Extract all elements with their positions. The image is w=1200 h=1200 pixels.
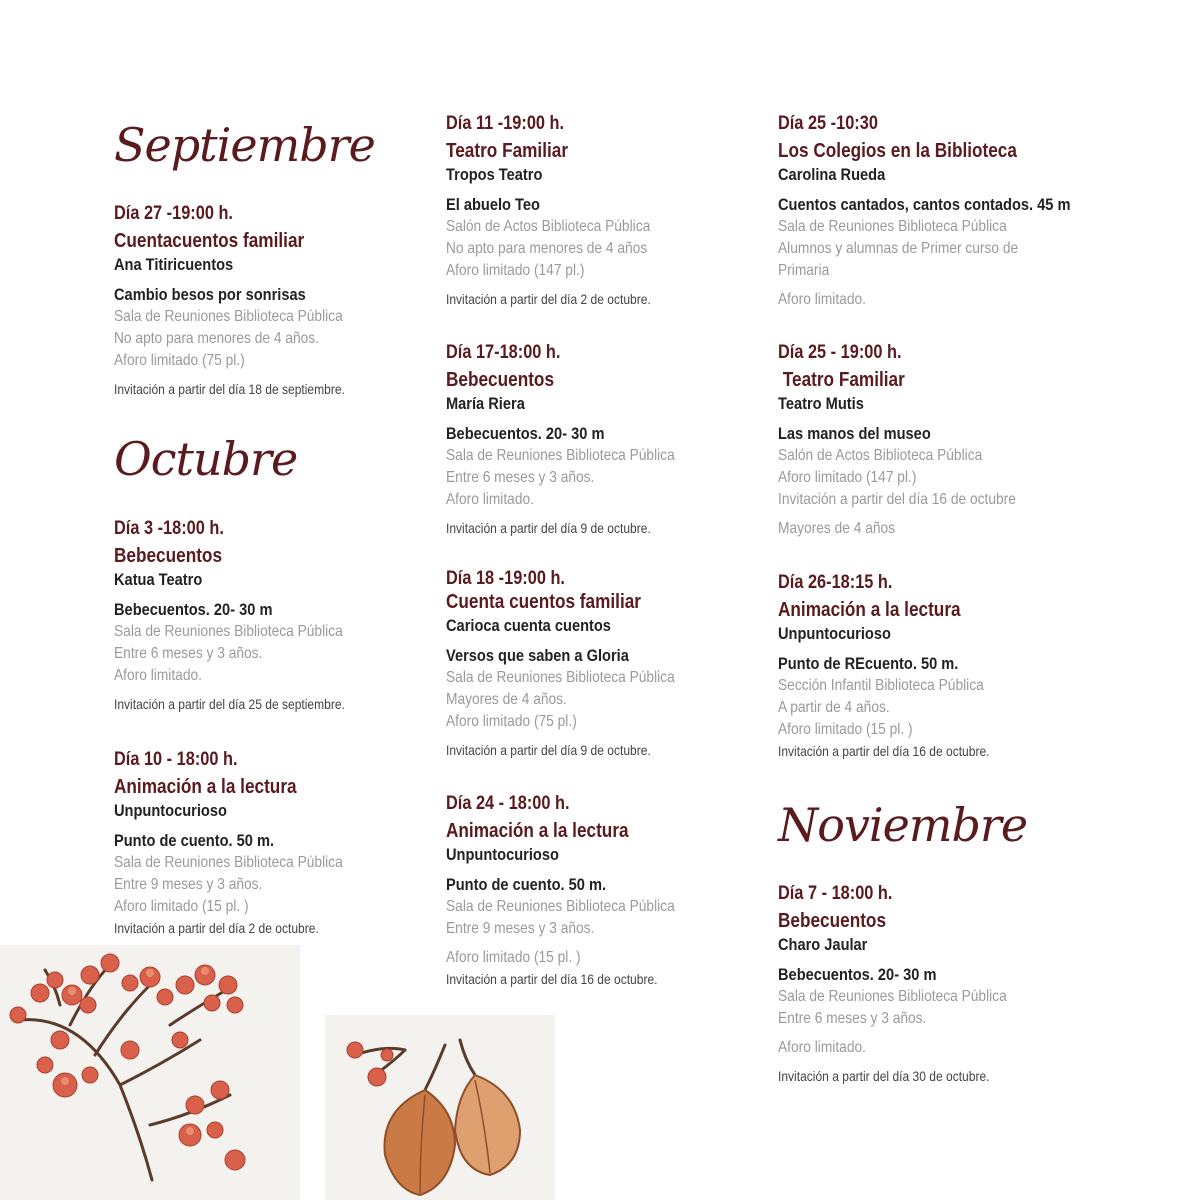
event-performer: Charo Jaular <box>778 935 868 954</box>
event-invitation: Invitación a partir del día 9 de octubre. <box>446 742 651 758</box>
event-detail: Salón de Actos Biblioteca Pública <box>778 447 983 464</box>
event-detail: Aforo limitado (15 pl. ) <box>778 721 913 738</box>
event-show: Punto de REcuento. 50 m. <box>778 654 959 673</box>
event-detail: Invitación a partir del día 16 de octubre <box>778 491 1016 508</box>
event-card <box>446 110 776 309</box>
event-detail: Sala de Reuniones Biblioteca Pública <box>446 898 675 915</box>
month-heading-september: Septiembre <box>114 118 375 172</box>
event-detail: Sala de Reuniones Biblioteca Pública <box>778 988 1007 1005</box>
event-detail: Aforo limitado. <box>778 1039 866 1056</box>
event-date: Día 25 -10:30 <box>778 113 878 134</box>
event-title: Cuentacuentos familiar <box>114 230 305 252</box>
event-card <box>114 746 444 938</box>
event-card <box>446 790 776 989</box>
event-detail: Mayores de 4 años. <box>446 691 567 708</box>
event-card <box>778 110 1108 311</box>
event-show: Cambio besos por sonrisas <box>114 285 306 304</box>
event-card <box>446 565 776 760</box>
event-performer: Ana Titiricuentos <box>114 255 234 274</box>
event-invitation: Invitación a partir del día 16 de octubre. <box>446 971 658 987</box>
event-detail: Aforo limitado. <box>446 491 534 508</box>
event-title: Teatro Familiar <box>446 140 569 162</box>
event-date: Día 26-18:15 h. <box>778 572 893 593</box>
event-detail: A partir de 4 años. <box>778 699 890 716</box>
event-card <box>114 515 444 714</box>
event-invitation: Invitación a partir del día 18 de septiembre. <box>114 381 345 397</box>
event-date: Día 24 - 18:00 h. <box>446 793 570 814</box>
event-date: Día 3 -18:00 h. <box>114 518 224 539</box>
event-detail: Salón de Actos Biblioteca Pública <box>446 218 651 235</box>
event-invitation: Invitación a partir del día 2 de octubre. <box>446 291 651 307</box>
event-detail: Entre 9 meses y 3 años. <box>446 920 595 937</box>
event-detail: Entre 6 meses y 3 años. <box>778 1010 927 1027</box>
event-title: Bebecuentos <box>446 369 555 391</box>
event-invitation: Invitación a partir del día 2 de octubre. <box>114 920 319 936</box>
event-show: Punto de cuento. 50 m. <box>114 831 275 850</box>
event-detail: Aforo limitado. <box>778 291 866 308</box>
event-card <box>778 569 1108 761</box>
event-show: Bebecuentos. 20- 30 m <box>114 600 273 619</box>
event-detail: Sección Infantil Biblioteca Pública <box>778 677 984 694</box>
event-card <box>446 339 776 538</box>
event-card <box>778 339 1108 540</box>
event-show: Bebecuentos. 20- 30 m <box>778 965 937 984</box>
event-title: Los Colegios en la Biblioteca <box>778 140 1017 162</box>
event-date: Día 7 - 18:00 h. <box>778 883 893 904</box>
event-title: Bebecuentos <box>114 545 223 567</box>
event-date: Día 27 -19:00 h. <box>114 203 233 224</box>
event-date: Día 17-18:00 h. <box>446 342 561 363</box>
event-date: Día 18 -19:00 h. <box>446 568 565 589</box>
event-performer: Unpuntocurioso <box>446 845 559 864</box>
event-detail: Alumnos y alumnas de Primer curso de <box>778 240 1019 257</box>
event-title: Teatro Familiar <box>778 369 905 391</box>
event-detail: Aforo limitado (75 pl.) <box>114 352 245 369</box>
event-date: Día 10 - 18:00 h. <box>114 749 238 770</box>
event-detail: Sala de Reuniones Biblioteca Pública <box>446 447 675 464</box>
event-date: Día 11 -19:00 h. <box>446 113 565 134</box>
event-card <box>778 880 1108 1086</box>
event-show: El abuelo Teo <box>446 195 540 214</box>
event-detail: Aforo limitado (15 pl. ) <box>114 898 249 915</box>
event-detail: Entre 9 meses y 3 años. <box>114 876 263 893</box>
event-detail: Entre 6 meses y 3 años. <box>114 645 263 662</box>
event-detail: Entre 6 meses y 3 años. <box>446 469 595 486</box>
event-detail: Primaria <box>778 262 830 279</box>
event-detail: Aforo limitado (147 pl.) <box>778 469 917 486</box>
event-performer: Carioca cuenta cuentos <box>446 616 611 635</box>
event-detail: Aforo limitado (147 pl.) <box>446 262 585 279</box>
event-performer: Unpuntocurioso <box>778 624 891 643</box>
event-performer: Tropos Teatro <box>446 165 543 184</box>
event-date: Día 25 - 19:00 h. <box>778 342 902 363</box>
event-title: Animación a la lectura <box>778 599 961 621</box>
physalis-illustration <box>325 1015 555 1200</box>
event-show: Versos que saben a Gloria <box>446 646 629 665</box>
event-detail: Sala de Reuniones Biblioteca Pública <box>114 623 343 640</box>
month-heading-november: Noviembre <box>778 798 1028 852</box>
event-title: Cuenta cuentos familiar <box>446 591 641 613</box>
event-performer: Teatro Mutis <box>778 394 864 413</box>
month-heading-october: Octubre <box>114 432 298 486</box>
event-show: Las manos del museo <box>778 424 931 443</box>
event-invitation: Invitación a partir del día 9 de octubre. <box>446 520 651 536</box>
event-show: Cuentos cantados, cantos contados. 45 m <box>778 195 1071 214</box>
event-title: Animación a la lectura <box>446 820 629 842</box>
event-detail: Aforo limitado (75 pl.) <box>446 713 577 730</box>
event-invitation: Invitación a partir del día 16 de octubre. <box>778 743 990 759</box>
event-performer: Katua Teatro <box>114 570 203 589</box>
event-detail: No apto para menores de 4 años. <box>114 330 320 347</box>
event-detail: Sala de Reuniones Biblioteca Pública <box>114 308 343 325</box>
event-detail: Sala de Reuniones Biblioteca Pública <box>446 669 675 686</box>
event-performer: Carolina Rueda <box>778 165 886 184</box>
event-title: Animación a la lectura <box>114 776 297 798</box>
event-detail: Aforo limitado. <box>114 667 202 684</box>
event-title: Bebecuentos <box>778 910 887 932</box>
event-detail: Sala de Reuniones Biblioteca Pública <box>778 218 1007 235</box>
event-detail: Mayores de 4 años <box>778 520 896 537</box>
event-performer: María Riera <box>446 394 525 413</box>
event-invitation: Invitación a partir del día 25 de septiembre. <box>114 696 345 712</box>
event-card <box>114 200 444 399</box>
event-invitation: Invitación a partir del día 30 de octubre. <box>778 1068 990 1084</box>
event-detail: Aforo limitado (15 pl. ) <box>446 949 581 966</box>
event-show: Punto de cuento. 50 m. <box>446 875 607 894</box>
event-performer: Unpuntocurioso <box>114 801 227 820</box>
event-show: Bebecuentos. 20- 30 m <box>446 424 605 443</box>
berry-branch-illustration <box>0 945 300 1200</box>
event-detail: No apto para menores de 4 años <box>446 240 648 257</box>
event-detail: Sala de Reuniones Biblioteca Pública <box>114 854 343 871</box>
